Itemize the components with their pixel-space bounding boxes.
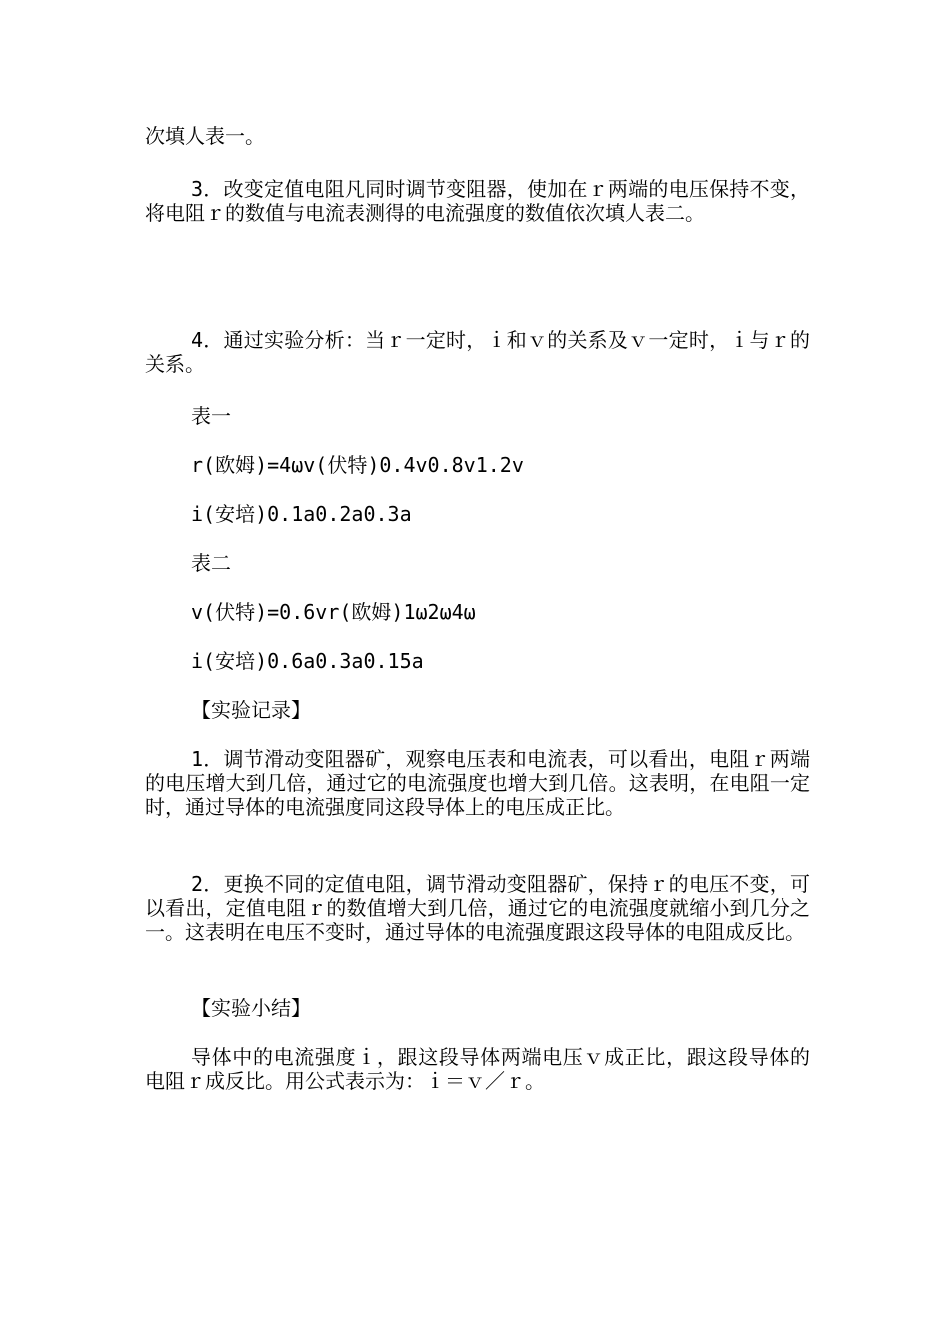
paragraph-record-2: 2．更换不同的定值电阻，调节滑动变阻器矿，保持ｒ的电压不变，可以看出，定值电阻ｒ的数值增大到几倍，通过它的电流强度就缩小到几分之一。这表明在电压不变时，通过导体的电流强度跟这段导体的电阻成反比。	[145, 872, 810, 944]
section-heading-experiment-summary: 【实验小结】	[191, 996, 311, 1020]
paragraph-summary: 导体中的电流强度ｉ，跟这段导体两端电压ｖ成正比，跟这段导体的电阻ｒ成反比。用公式表示为：ｉ＝ｖ／ｒ。	[145, 1045, 810, 1093]
paragraph-step-4: 4．通过实验分析：当ｒ一定时，ｉ和ｖ的关系及ｖ一定时，ｉ与ｒ的关系。	[145, 328, 810, 376]
table-2-row-voltage-resistance: v(伏特)=0.6vr(欧姆)1ω2ω4ω	[191, 600, 476, 624]
table-2-heading: 表二	[191, 551, 231, 575]
paragraph-record-1: 1．调节滑动变阻器矿，观察电压表和电流表，可以看出，电阻ｒ两端的电压增大到几倍，通过它的电流强度也增大到几倍。这表明，在电阻一定时，通过导体的电流强度同这段导体上的电压成正比。	[145, 747, 810, 819]
table-2-row-current: i(安培)0.6a0.3a0.15a	[191, 649, 424, 673]
table-1-heading: 表一	[191, 404, 231, 428]
paragraph-step-3: 3．改变定值电阻凡同时调节变阻器，使加在ｒ两端的电压保持不变，将电阻ｒ的数值与电流表测得的电流强度的数值依次填人表二。	[145, 177, 810, 225]
section-heading-experiment-record: 【实验记录】	[191, 698, 311, 722]
table-1-row-resistance-voltage: r(欧姆)=4ωv(伏特)0.4v0.8v1.2v	[191, 453, 524, 477]
table-1-row-current: i(安培)0.1a0.2a0.3a	[191, 502, 412, 526]
paragraph-continuation: 次填人表一。	[145, 124, 265, 148]
